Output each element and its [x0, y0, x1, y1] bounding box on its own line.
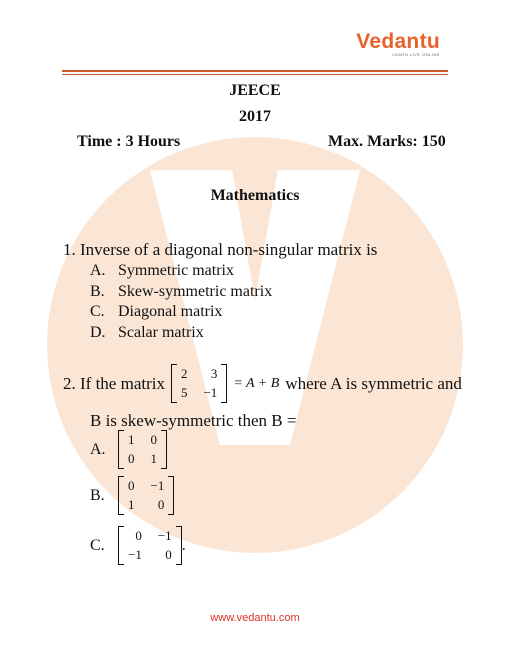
option-label: A.	[90, 440, 106, 458]
logo-tagline: LEARN LIVE ONLINE	[392, 52, 440, 57]
option-text: Scalar matrix	[118, 324, 204, 341]
q1-option-a	[90, 262, 234, 280]
option-label: B.	[90, 486, 105, 504]
vedantu-logo	[356, 30, 440, 57]
q1-option-c	[90, 303, 222, 321]
q1-option-b	[90, 283, 272, 301]
q2-option-a	[90, 430, 167, 469]
option-text: Symmetric matrix	[118, 262, 234, 279]
option-matrix: 0 −1 −1 0	[118, 526, 182, 565]
option-label: C.	[90, 536, 105, 554]
question-2-line-2: B is skew-symmetric then B =	[90, 411, 297, 430]
question-2-line-1	[63, 364, 462, 403]
q2-prefix: 2. If the matrix	[63, 373, 165, 393]
exam-year: 2017	[239, 108, 271, 125]
option-matrix: 1 0 0 1	[118, 430, 167, 469]
option-text: Diagonal matrix	[118, 303, 223, 320]
exam-time: Time : 3 Hours	[77, 133, 181, 150]
q2-suffix: where A is symmetric and	[285, 373, 462, 393]
footer-url[interactable]: www.vedantu.com	[210, 612, 300, 624]
option-label: B.	[90, 283, 105, 300]
option-trailing-period: .	[181, 536, 186, 554]
q2-equation: = A + B	[233, 375, 280, 391]
q1-option-d	[90, 324, 204, 342]
option-matrix: 0 −1 1 0	[118, 476, 174, 515]
subject-heading: Mathematics	[210, 187, 300, 204]
option-text: Skew-symmetric matrix	[118, 283, 273, 300]
exam-title: JEECE	[229, 82, 281, 99]
q2-option-c	[90, 526, 186, 565]
exam-max-marks: Max. Marks: 150	[328, 133, 446, 150]
question-1-text: 1. Inverse of a diagonal non-singular matrix is	[63, 240, 378, 259]
header-rule-thick	[62, 70, 448, 72]
logo-text: Vedantu	[356, 30, 440, 53]
option-label: C.	[90, 303, 105, 320]
q2-option-b	[90, 476, 174, 515]
option-label: D.	[90, 324, 106, 341]
option-label: A.	[90, 262, 106, 279]
header-rule-thin	[62, 74, 448, 75]
q2-matrix: 2 3 5 −1	[171, 364, 227, 403]
